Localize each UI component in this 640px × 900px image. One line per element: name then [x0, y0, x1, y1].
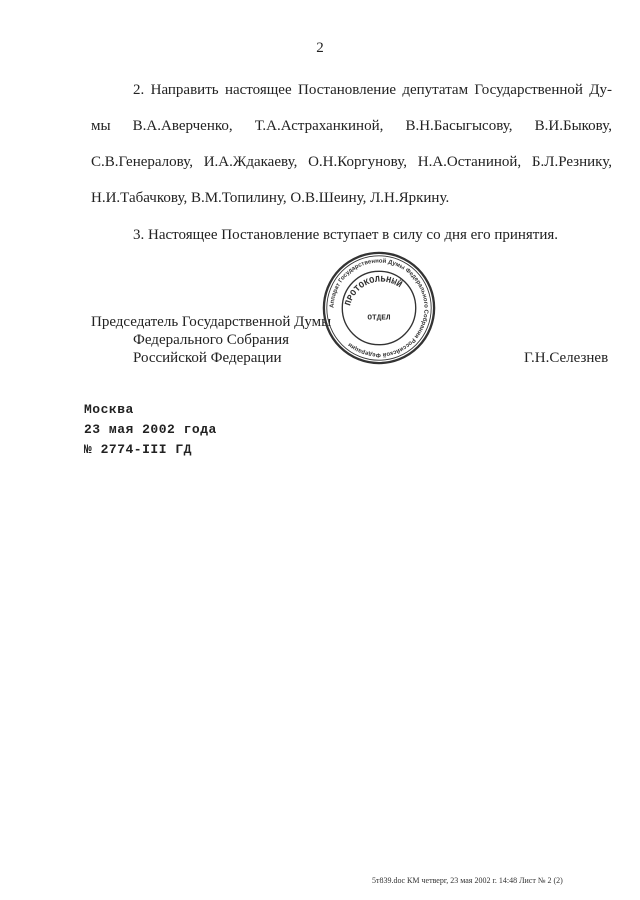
- signatory-title-line-3: Российской Федерации: [133, 350, 282, 366]
- signatory-name: Г.Н.Селезнев: [524, 350, 609, 366]
- signatory-title-line-2: Федерального Собрания: [133, 332, 290, 348]
- seal-inner-top-text: ПРОТОКОЛЬНЫЙ: [343, 274, 404, 308]
- seal-outer-text: Аппарат Государственной Думы Федерального Собрания Российской Федерации: [329, 258, 429, 358]
- paragraph-2-line-1: 2. Направить настоящее Постановление депутатам Государственной Ду-: [133, 82, 612, 98]
- footer-file-info: 5т839.doc КМ четверг, 23 мая 2002 г. 14:48 Лист № 2 (2): [372, 876, 563, 885]
- paragraph-2-line-3: С.В.Генералову, И.А.Ждакаеву, О.Н.Коргунову, Н.А.Останиной, Б.Л.Резнику,: [91, 154, 612, 170]
- document-number: № 2774-III ГД: [84, 442, 192, 457]
- paragraph-3: 3. Настоящее Постановление вступает в силу со дня его принятия.: [133, 227, 559, 243]
- place-city: Москва: [84, 402, 134, 417]
- page-number: 2: [316, 40, 324, 56]
- paragraph-2-line-2: мы В.А.Аверченко, Т.А.Астраханкиной, В.Н.Басыгысову, В.И.Быкову,: [91, 118, 612, 134]
- seal-inner-bottom-text: ОТДЕЛ: [367, 314, 391, 323]
- signatory-title-line-1: Председатель Государственной Думы: [91, 314, 332, 330]
- place-date: 23 мая 2002 года: [84, 422, 217, 437]
- paragraph-2-line-4: Н.И.Табачкову, В.М.Топилину, О.В.Шеину, Л.Н.Яркину.: [91, 190, 450, 206]
- official-seal-stamp: [321, 250, 437, 366]
- seal-outer-ring: [324, 253, 434, 363]
